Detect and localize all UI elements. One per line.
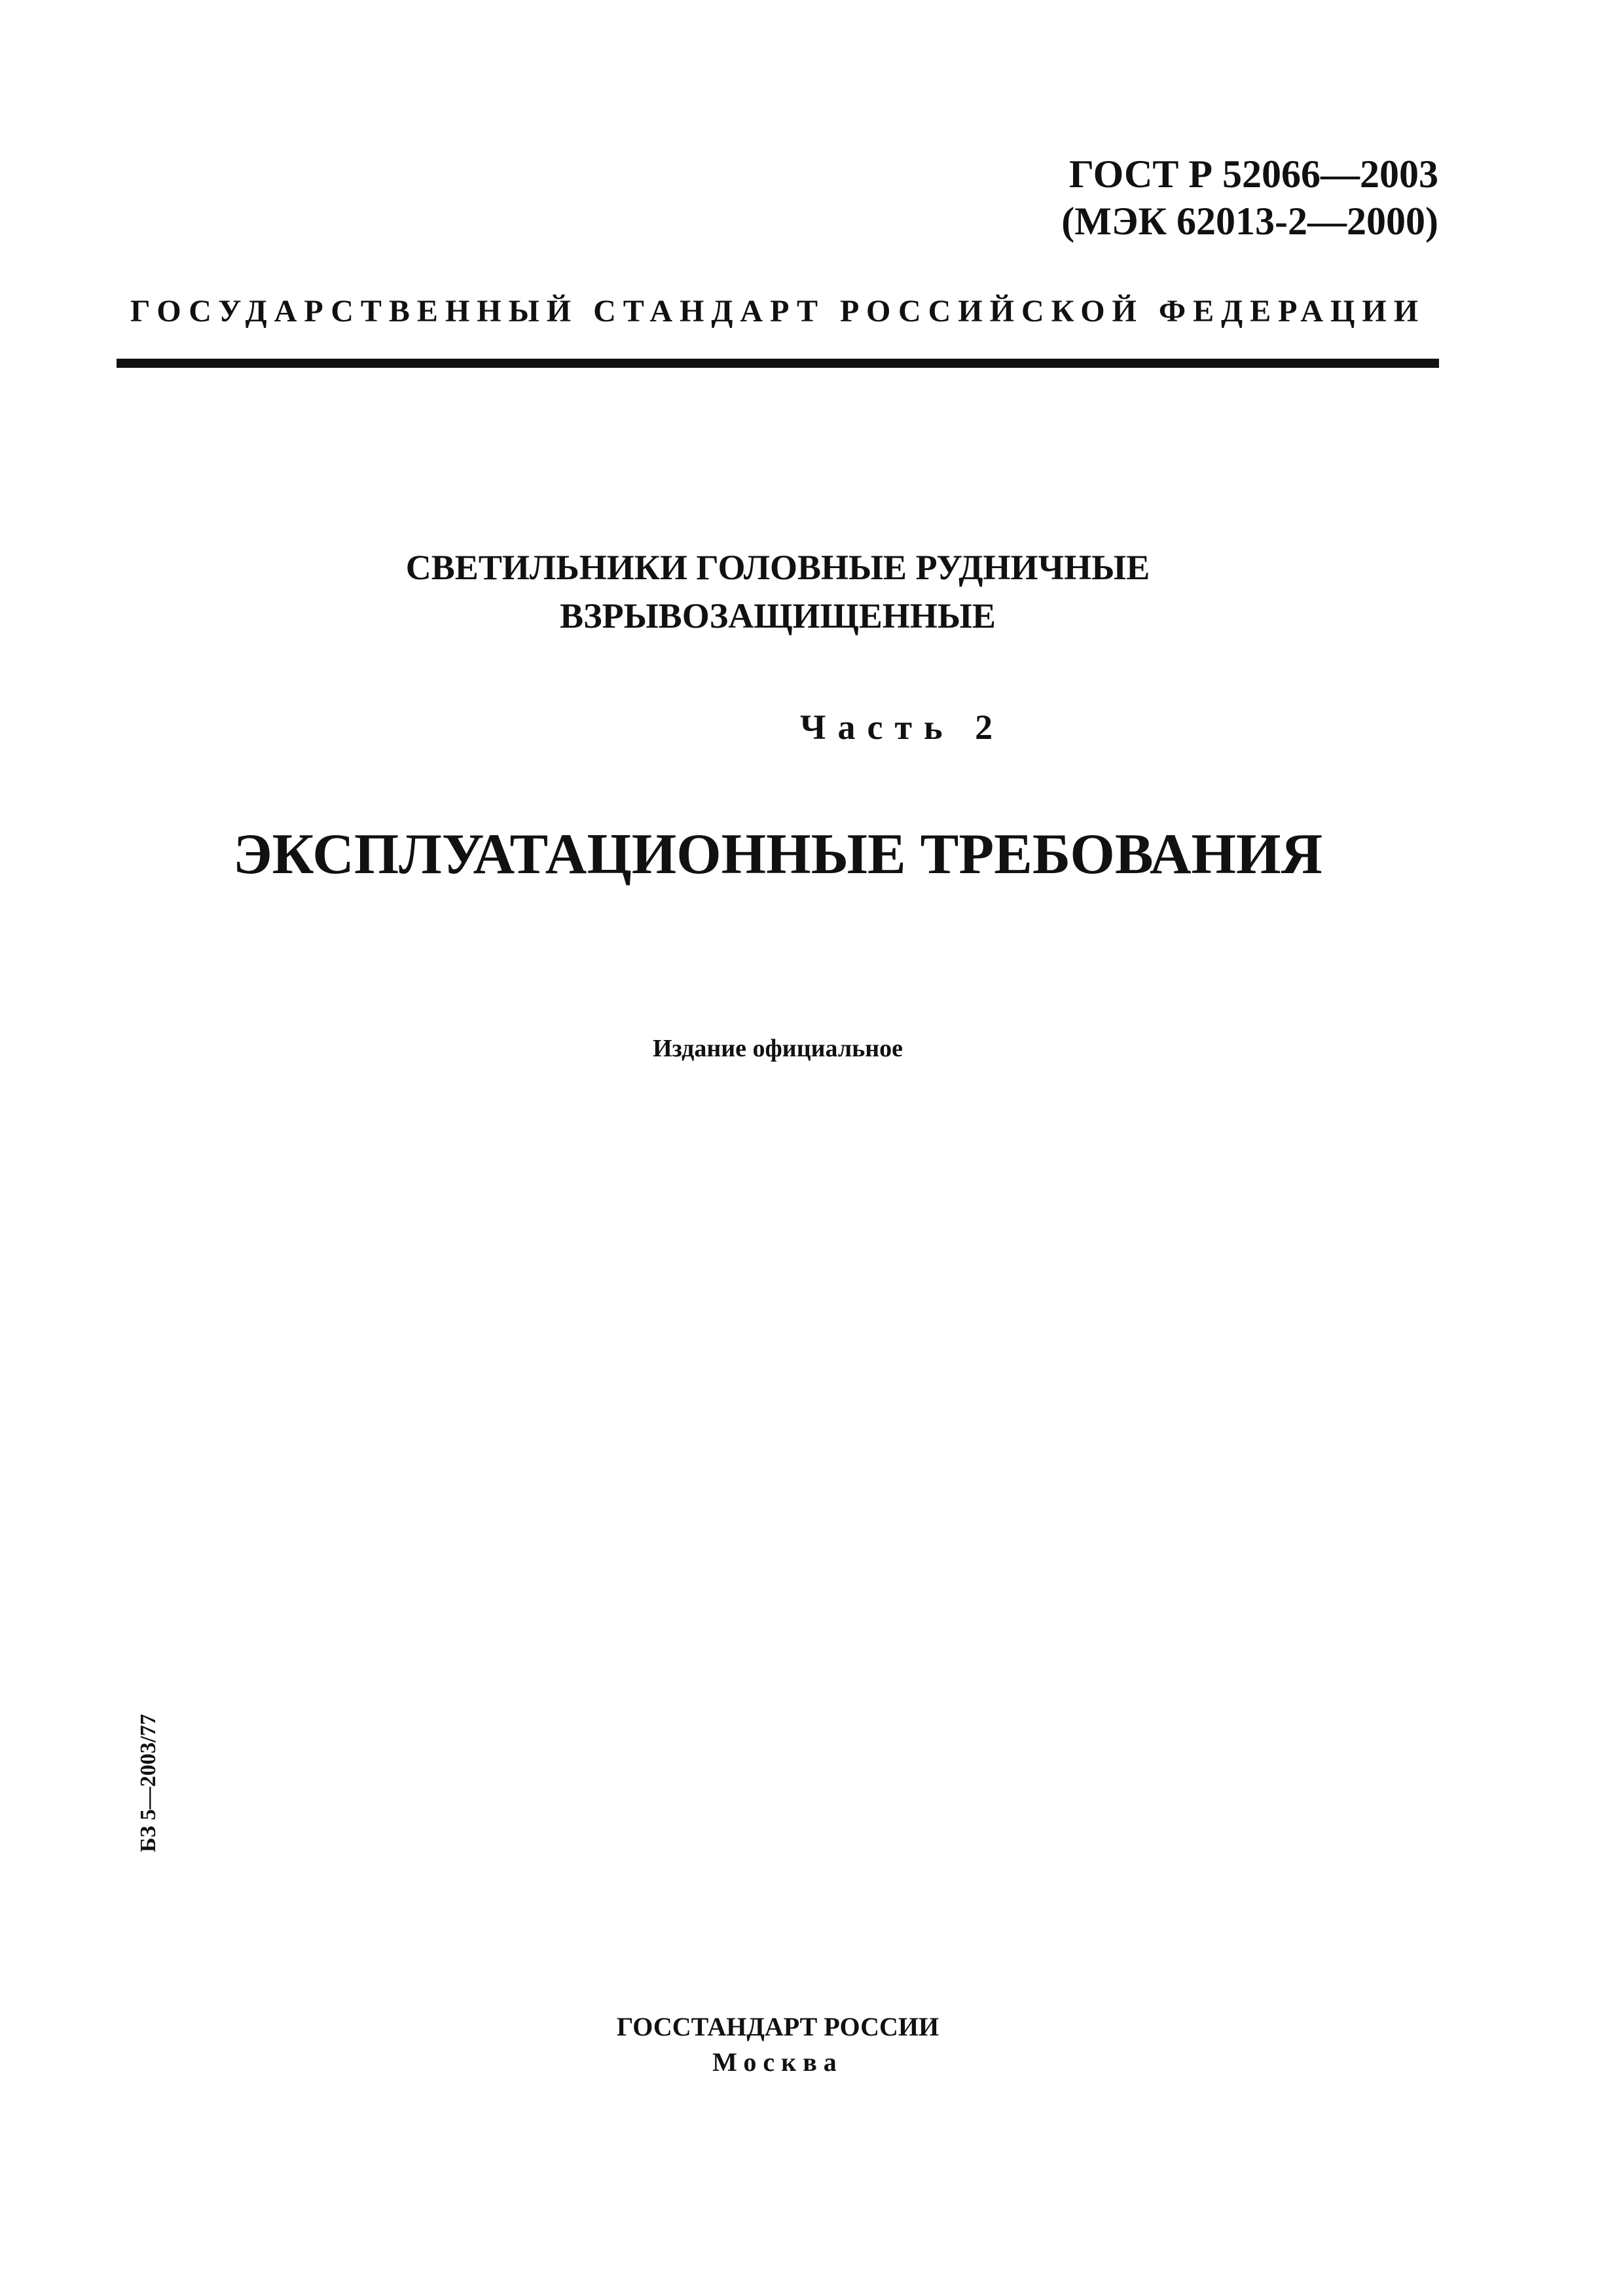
publisher-city: Москва <box>712 2047 843 2077</box>
publisher-block <box>117 2009 1439 2080</box>
standard-designation <box>1061 151 1438 245</box>
title-line-1: СВЕТИЛЬНИКИ ГОЛОВНЫЕ РУДНИЧНЫЕ <box>405 548 1150 587</box>
publisher-name: ГОССТАНДАРТ РОССИИ <box>616 2012 939 2041</box>
side-code: БЗ 5—2003/77 <box>136 1713 160 1852</box>
standard-number: ГОСТ Р 52066—2003 <box>1068 152 1438 196</box>
state-standard-header: ГОСУДАРСТВЕННЫЙ СТАНДАРТ РОССИЙСКОЙ ФЕДЕРАЦИИ <box>130 294 1426 329</box>
title-line-2: ВЗРЫВОЗАЩИЩЕННЫЕ <box>560 596 996 636</box>
document-title <box>117 543 1439 640</box>
iec-number: (МЭК 62013-2—2000) <box>1061 200 1438 243</box>
document-subtitle: ЭКСПЛУАТАЦИОННЫЕ ТРЕБОВАНИЯ <box>232 823 1322 886</box>
header-divider <box>117 359 1439 368</box>
part-label: Часть 2 <box>799 708 1005 747</box>
edition-note: Издание официальное <box>652 1035 903 1062</box>
